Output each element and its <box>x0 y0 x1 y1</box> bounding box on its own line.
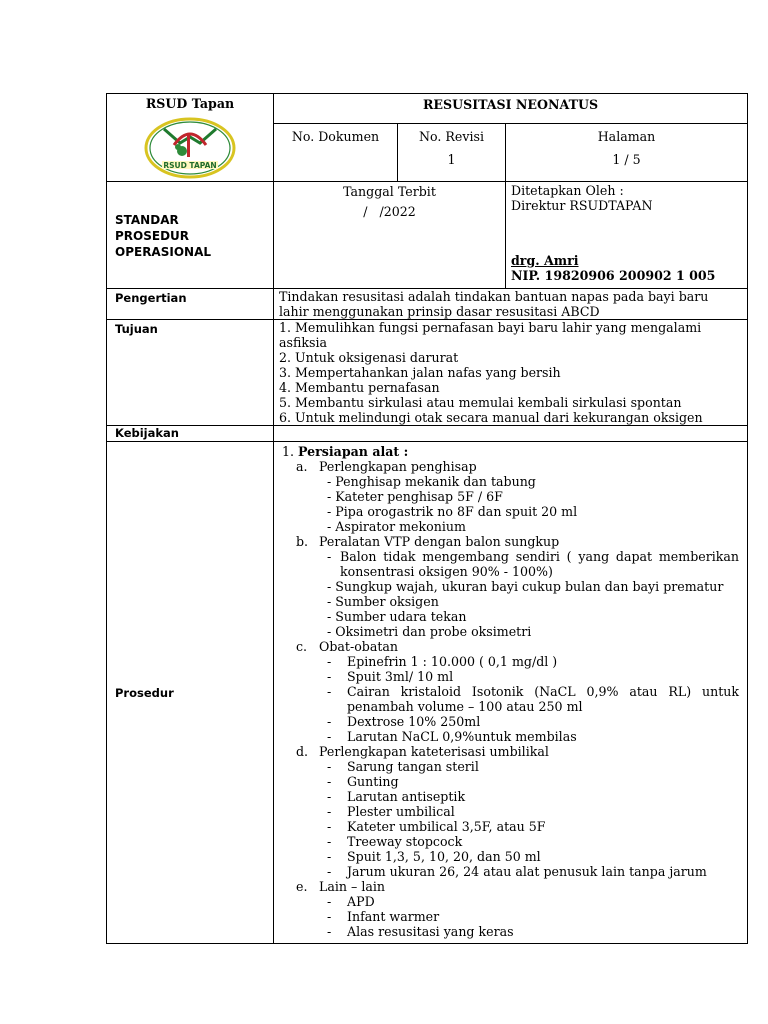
list-item-text: Jarum ukuran 26, 24 atau alat penusuk lain tanpa jarum <box>347 864 707 879</box>
issued-label: Tanggal Terbit <box>343 184 436 199</box>
sop-title <box>107 212 273 260</box>
pengertian-text-cell <box>274 289 748 320</box>
list-item: - Pipa orogastrik no 8F dan spuit 20 ml <box>327 504 578 519</box>
list-item-text: Cairan kristaloid Isotonik (NaCL 0,9% atau RL) untuk penambah volume – 100 atau 250 ml <box>347 684 740 714</box>
hospital-logo <box>144 117 236 179</box>
list-item-text: Balon tidak mengembang sendiri ( yang dapat memberikan konsentrasi oksigen 90% - 100%) <box>340 549 740 579</box>
list-item <box>327 819 739 834</box>
list-item <box>327 684 739 714</box>
set-by-role: Direktur RSUDTAPAN <box>511 198 653 213</box>
pengertian-text: Tindakan resusitasi adalah tindakan bantuan napas pada bayi baru lahir menggunakan prinsip dasar resusitasi ABCD <box>279 289 709 319</box>
dash-marker: - <box>327 654 332 669</box>
dash-marker: - <box>327 684 332 699</box>
tujuan-list <box>274 320 747 425</box>
list-item-text: Spuit 3ml/ 10 ml <box>347 669 454 684</box>
sub-heading-d <box>282 744 739 759</box>
list-item-text: Larutan NaCL 0,9%untuk membilas <box>347 729 577 744</box>
tujuan-item: 1. Memulihkan fungsi pernafasan bayi baru lahir yang mengalami asfiksia <box>279 320 702 350</box>
dash-marker: - <box>327 714 332 729</box>
document-title: RESUSITASI NEONATUS <box>422 97 599 112</box>
revision-cell <box>398 124 506 182</box>
list-item <box>282 549 739 579</box>
dash-marker: - <box>327 909 332 924</box>
dash-marker: - <box>327 789 332 804</box>
dash-marker: - <box>327 774 332 789</box>
dash-marker: - <box>327 729 332 744</box>
list-item-text: Alas resusitasi yang keras <box>347 924 514 939</box>
sub-list-c <box>282 654 739 744</box>
list-item <box>327 849 739 864</box>
tujuan-item: 4. Membantu pernafasan <box>279 380 440 395</box>
tujuan-label: Tujuan <box>115 322 158 336</box>
sub-marker: c. <box>296 639 308 654</box>
list-item-text: Plester umbilical <box>347 804 455 819</box>
issued-value: / /2022 <box>363 204 416 219</box>
sub-marker: d. <box>296 744 309 759</box>
dash-marker: - <box>327 864 332 879</box>
page-label: Halaman <box>597 129 656 144</box>
pengertian-label-cell <box>107 289 274 320</box>
dash-marker: - <box>327 804 332 819</box>
list-item <box>327 669 739 684</box>
signer-nip: NIP. 19820906 200902 1 005 <box>511 268 716 283</box>
tujuan-item: 6. Untuk melindungi otak secara manual dari kekurangan oksigen <box>279 410 703 425</box>
tujuan-item: 3. Mempertahankan jalan nafas yang bersih <box>279 365 561 380</box>
list-item <box>327 909 739 924</box>
list-item-text: Dextrose 10% 250ml <box>347 714 481 729</box>
list-item <box>327 714 739 729</box>
title-cell <box>274 94 748 124</box>
list-item <box>327 654 739 669</box>
prosedur-content-cell <box>274 442 748 944</box>
sub-title: Lain – lain <box>319 879 385 894</box>
sop-document <box>106 93 747 944</box>
sub-marker: a. <box>296 459 308 474</box>
list-item: - Kateter penghisap 5F / 6F <box>327 489 503 504</box>
dash-marker: - <box>327 759 332 774</box>
sub-list-b <box>282 579 739 639</box>
doc-no-cell <box>274 124 398 182</box>
hospital-cell <box>107 94 274 182</box>
list-item: - Sumber oksigen <box>327 594 439 609</box>
sub-heading-b <box>282 534 739 549</box>
revision-label: No. Revisi <box>419 129 484 144</box>
prosedur-label: Prosedur <box>115 685 174 700</box>
tujuan-list-cell <box>274 320 748 426</box>
sub-marker: b. <box>296 534 309 549</box>
kebijakan-label-cell <box>107 426 274 442</box>
signer-name: drg. Amri <box>511 253 579 268</box>
kebijakan-label: Kebijakan <box>115 426 179 440</box>
list-item-text: Sarung tangan steril <box>347 759 479 774</box>
list-item: - Sungkup wajah, ukuran bayi cukup bulan dan bayi prematur <box>327 579 724 594</box>
step-heading <box>282 444 739 459</box>
sub-title: Peralatan VTP dengan balon sungkup <box>319 534 560 549</box>
list-item-text: Kateter umbilical 3,5F, atau 5F <box>347 819 546 834</box>
sub-heading-a <box>282 459 739 474</box>
step-title: Persiapan alat : <box>298 444 409 459</box>
sub-marker: e. <box>296 879 308 894</box>
list-item <box>327 729 739 744</box>
approval-cell <box>506 182 748 289</box>
dash-marker: - <box>327 834 332 849</box>
pengertian-label: Pengertian <box>115 291 187 305</box>
revision-value: 1 <box>447 152 456 167</box>
list-item <box>327 789 739 804</box>
logo-text: RSUD TAPAN <box>163 161 217 170</box>
tujuan-item: 2. Untuk oksigenasi darurat <box>279 350 459 365</box>
list-item: - Penghisap mekanik dan tabung <box>327 474 536 489</box>
dash-marker: - <box>327 669 332 684</box>
dash-marker: - <box>327 549 332 564</box>
list-item <box>327 759 739 774</box>
sub-heading-c <box>282 639 739 654</box>
dash-marker: - <box>327 819 332 834</box>
dash-marker: - <box>327 894 332 909</box>
list-item: - Oksimetri dan probe oksimetri <box>327 624 532 639</box>
list-item-text: Infant warmer <box>347 909 440 924</box>
sop-title-line: OPERASIONAL <box>115 245 212 259</box>
sub-list-d <box>282 759 739 879</box>
tujuan-item: 5. Membantu sirkulasi atau memulai kembali sirkulasi spontan <box>279 395 682 410</box>
page-value: 1 / 5 <box>612 152 641 167</box>
list-item-text: APD <box>347 894 375 909</box>
dash-marker: - <box>327 849 332 864</box>
sop-title-line: PROSEDUR <box>115 229 190 243</box>
kebijakan-text-cell <box>274 426 748 442</box>
list-item-text: Epinefrin 1 : 10.000 ( 0,1 mg/dl ) <box>347 654 558 669</box>
prosedur-content <box>274 442 747 939</box>
list-item-text: Treeway stopcock <box>347 834 463 849</box>
sub-list-e <box>282 894 739 939</box>
doc-no-label: No. Dokumen <box>291 129 380 144</box>
list-item <box>327 804 739 819</box>
sub-heading-e <box>282 879 739 894</box>
list-item <box>327 864 739 879</box>
list-item <box>327 924 739 939</box>
prosedur-label-cell <box>107 442 274 944</box>
sop-title-cell <box>107 182 274 289</box>
page-cell <box>506 124 748 182</box>
list-item: - Aspirator mekonium <box>327 519 466 534</box>
step-number: 1. <box>282 444 295 459</box>
list-item-text: Spuit 1,3, 5, 10, 20, dan 50 ml <box>347 849 541 864</box>
set-by-label: Ditetapkan Oleh : <box>511 183 624 198</box>
hospital-name: RSUD Tapan <box>145 96 235 111</box>
dash-marker: - <box>327 924 332 939</box>
sub-list-a <box>282 474 739 534</box>
list-item-text: Larutan antiseptik <box>347 789 466 804</box>
list-item <box>327 894 739 909</box>
list-item: - Sumber udara tekan <box>327 609 467 624</box>
issued-cell <box>274 182 506 289</box>
sub-title: Perlengkapan penghisap <box>319 459 477 474</box>
list-item-text: Gunting <box>347 774 399 789</box>
tujuan-label-cell <box>107 320 274 426</box>
sop-table <box>106 93 748 944</box>
sub-title: Perlengkapan kateterisasi umbilikal <box>319 744 549 759</box>
sub-title: Obat-obatan <box>319 639 399 654</box>
sop-title-line: STANDAR <box>115 213 179 227</box>
list-item <box>327 774 739 789</box>
list-item <box>327 834 739 849</box>
